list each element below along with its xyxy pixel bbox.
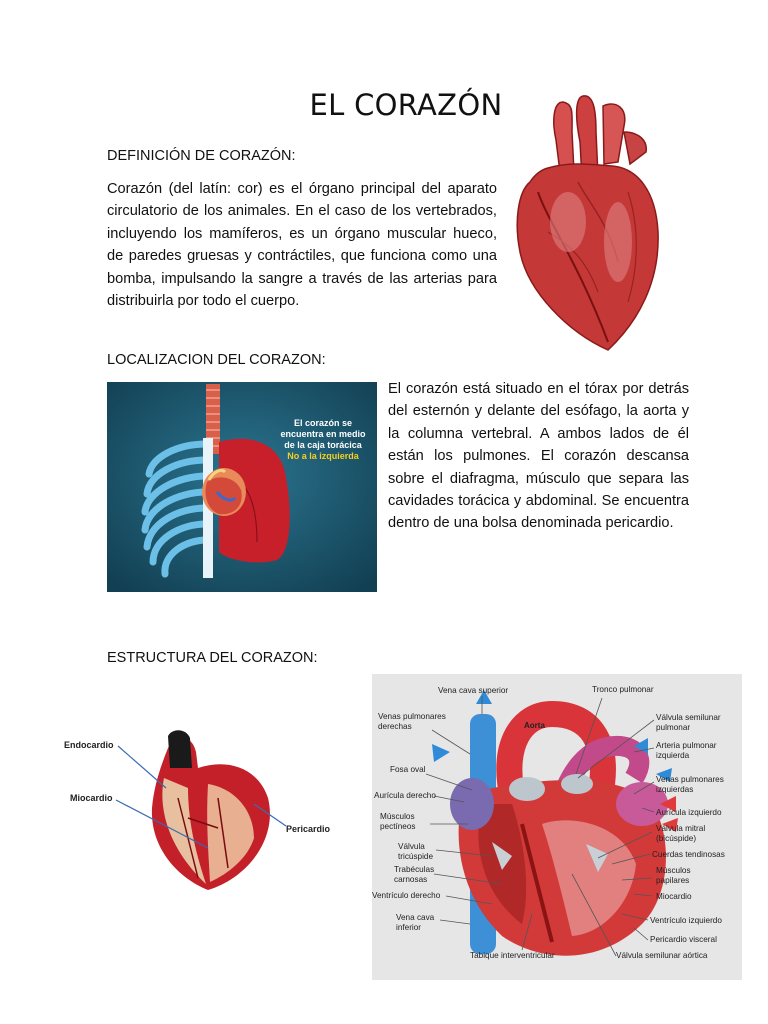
heart-layers-image [58,728,343,893]
label-vena-cava-inferior-1: Vena cava [396,913,435,922]
label-arteria-pulmonar-izquierda-2: izquierda [656,751,690,760]
label-venas-pulmonares-izquierdas-2: izquierdas [656,785,694,794]
label-tronco-pulmonar: Tronco pulmonar [592,685,654,694]
label-valvula-semilunar-pulmonar-1: Válvula semilunar [656,713,721,722]
label-venas-pulmonares-izquierdas-1: Venas pulmonares [656,775,724,784]
thorax-caption-line-1: El corazón se [293,418,353,428]
label-miocardio: Miocardio [656,892,692,901]
label-trabeculas-carnosas-2: carnosas [394,875,428,884]
label-miocardio: Miocardio [70,793,113,803]
label-pericardio-visceral: Pericardio visceral [650,935,717,944]
label-auricula-derecho: Aurícula derecho [374,791,436,800]
label-musculos-pectineos-1: Músculos [380,812,415,821]
label-valvula-tricuspide-1: Válvula [398,842,425,851]
label-trabeculas-carnosas-1: Trabéculas [394,865,435,874]
label-valvula-semilunar-pulmonar-2: pulmonar [656,723,691,732]
thorax-caption-line-2: encuentra en medio [280,429,366,439]
label-vena-cava-inferior-2: inferior [396,923,422,932]
label-valvula-mitral-2: (bicúspide) [656,834,697,843]
section-heading-localizacion: LOCALIZACION DEL CORAZON: [107,352,326,368]
thorax-heart-image [107,382,377,592]
label-fosa-oval: Fosa oval [390,765,426,774]
label-musculos-papilares-1: Músculos [656,866,691,875]
label-cuerdas-tendinosas: Cuerdas tendinosas [652,850,725,859]
label-valvula-semilunar-aortica: Válvula semilunar aórtica [616,951,708,960]
label-musculos-papilares-2: papilares [656,876,690,885]
heart-drawing-image [508,92,668,354]
page-title: EL CORAZÓN [309,88,503,122]
label-ventriculo-derecho: Ventrículo derecho [372,891,441,900]
definition-paragraph: Corazón (del latín: cor) es el órgano principal del aparato circulatorio de los animales. En el caso de los vertebrados, incluyendo los mamíferos, es un órgano muscular hueco, de paredes gruesas y contráctiles, que funciona como una bomba, impulsando la sangre a través de las arterias para distribuirla por todo el cuerpo. [107,181,497,310]
localization-paragraph: El corazón está situado en el tórax por detrás del esternón y delante del esófago, la aorta y la columna vertebral. A ambos lados de él están los pulmones. El corazón descansa sobre el diafragma, músculo que separa las cavidades torácica y abdominal. Se encuentra dentro de una bolsa denominada pericardio. [388,381,689,532]
heart-anatomy-diagram [372,674,742,980]
label-venas-pulmonares-derechas-1: Venas pulmonares [378,712,446,721]
chamber-label-aorta: Aorta [524,721,545,730]
label-venas-pulmonares-derechas-2: derechas [378,722,412,731]
label-valvula-tricuspide-2: tricúspide [398,852,434,861]
label-endocardio: Endocardio [64,740,114,750]
label-pericardio: Pericardio [286,824,331,834]
label-arteria-pulmonar-izquierda-1: Arteria pulmonar [656,741,717,750]
thorax-caption-line-3: de la caja torácica [284,440,362,450]
label-valvula-mitral-1: Válvula mitral [656,824,706,833]
label-musculos-pectineos-2: pectíneos [380,822,416,831]
thorax-caption-highlight: No a la izquierda [287,451,359,461]
label-vena-cava-superior: Vena cava superior [438,686,509,695]
label-tabique-interventricular: Tabique interventricular [470,951,555,960]
label-auricula-izquierdo: Aurícula izquierdo [656,808,722,817]
section-heading-estructura: ESTRUCTURA DEL CORAZON: [107,650,318,666]
section-heading-definicion: DEFINICIÓN DE CORAZÓN: [107,148,296,164]
label-ventriculo-izquierdo: Ventrículo izquierdo [650,916,722,925]
